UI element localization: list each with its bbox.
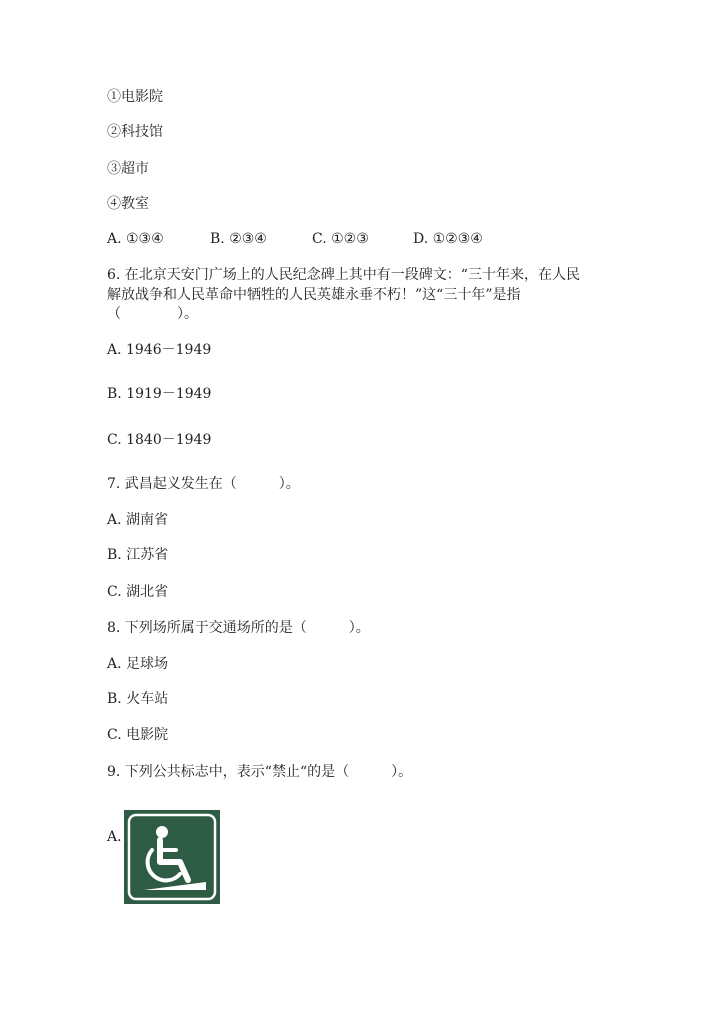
q6-stem-line-3: （ ）。	[107, 306, 198, 322]
q9-option-a-label[interactable]: A.	[107, 829, 122, 845]
q5-option-d[interactable]: D. ①②③④	[413, 231, 483, 247]
q7-option-c[interactable]: C. 湖北省	[107, 584, 169, 600]
q6-option-b[interactable]: B. 1919－1949	[107, 386, 212, 402]
q6-stem-line-1: 6. 在北京天安门广场上的人民纪念碑上其中有一段碑文：“三十年来，在人民	[107, 267, 580, 283]
q7-option-a[interactable]: A. 湖南省	[107, 512, 169, 528]
q5-option-a[interactable]: A. ①③④	[107, 231, 164, 247]
wheelchair-accessibility-sign-icon[interactable]	[124, 810, 220, 904]
q5-item-3: ③超市	[107, 161, 149, 177]
q8-option-a[interactable]: A. 足球场	[107, 656, 169, 672]
q6-stem-line-2: 解放战争和人民革命中牺牲的人民英雄永垂不朽！”这“三十年”是指	[107, 287, 521, 303]
q8-option-c[interactable]: C. 电影院	[107, 727, 169, 743]
q8-stem: 8. 下列场所属于交通场所的是（ ）。	[107, 620, 370, 636]
q5-item-4: ④教室	[107, 196, 149, 212]
q9-stem: 9. 下列公共标志中，表示“禁止“的是（ ）。	[107, 764, 413, 780]
q6-option-a[interactable]: A. 1946－1949	[107, 342, 212, 358]
q8-option-b[interactable]: B. 火车站	[107, 691, 169, 707]
q5-item-1: ①电影院	[107, 89, 163, 105]
wheelchair-icon	[124, 810, 220, 904]
q5-item-2: ②科技馆	[107, 124, 163, 140]
q5-option-c[interactable]: C. ①②③	[312, 231, 369, 247]
q6-option-c[interactable]: C. 1840－1949	[107, 432, 212, 448]
q7-stem: 7. 武昌起义发生在（ ）。	[107, 476, 300, 492]
q7-option-b[interactable]: B. 江苏省	[107, 547, 169, 563]
q5-option-b[interactable]: B. ②③④	[210, 231, 267, 247]
